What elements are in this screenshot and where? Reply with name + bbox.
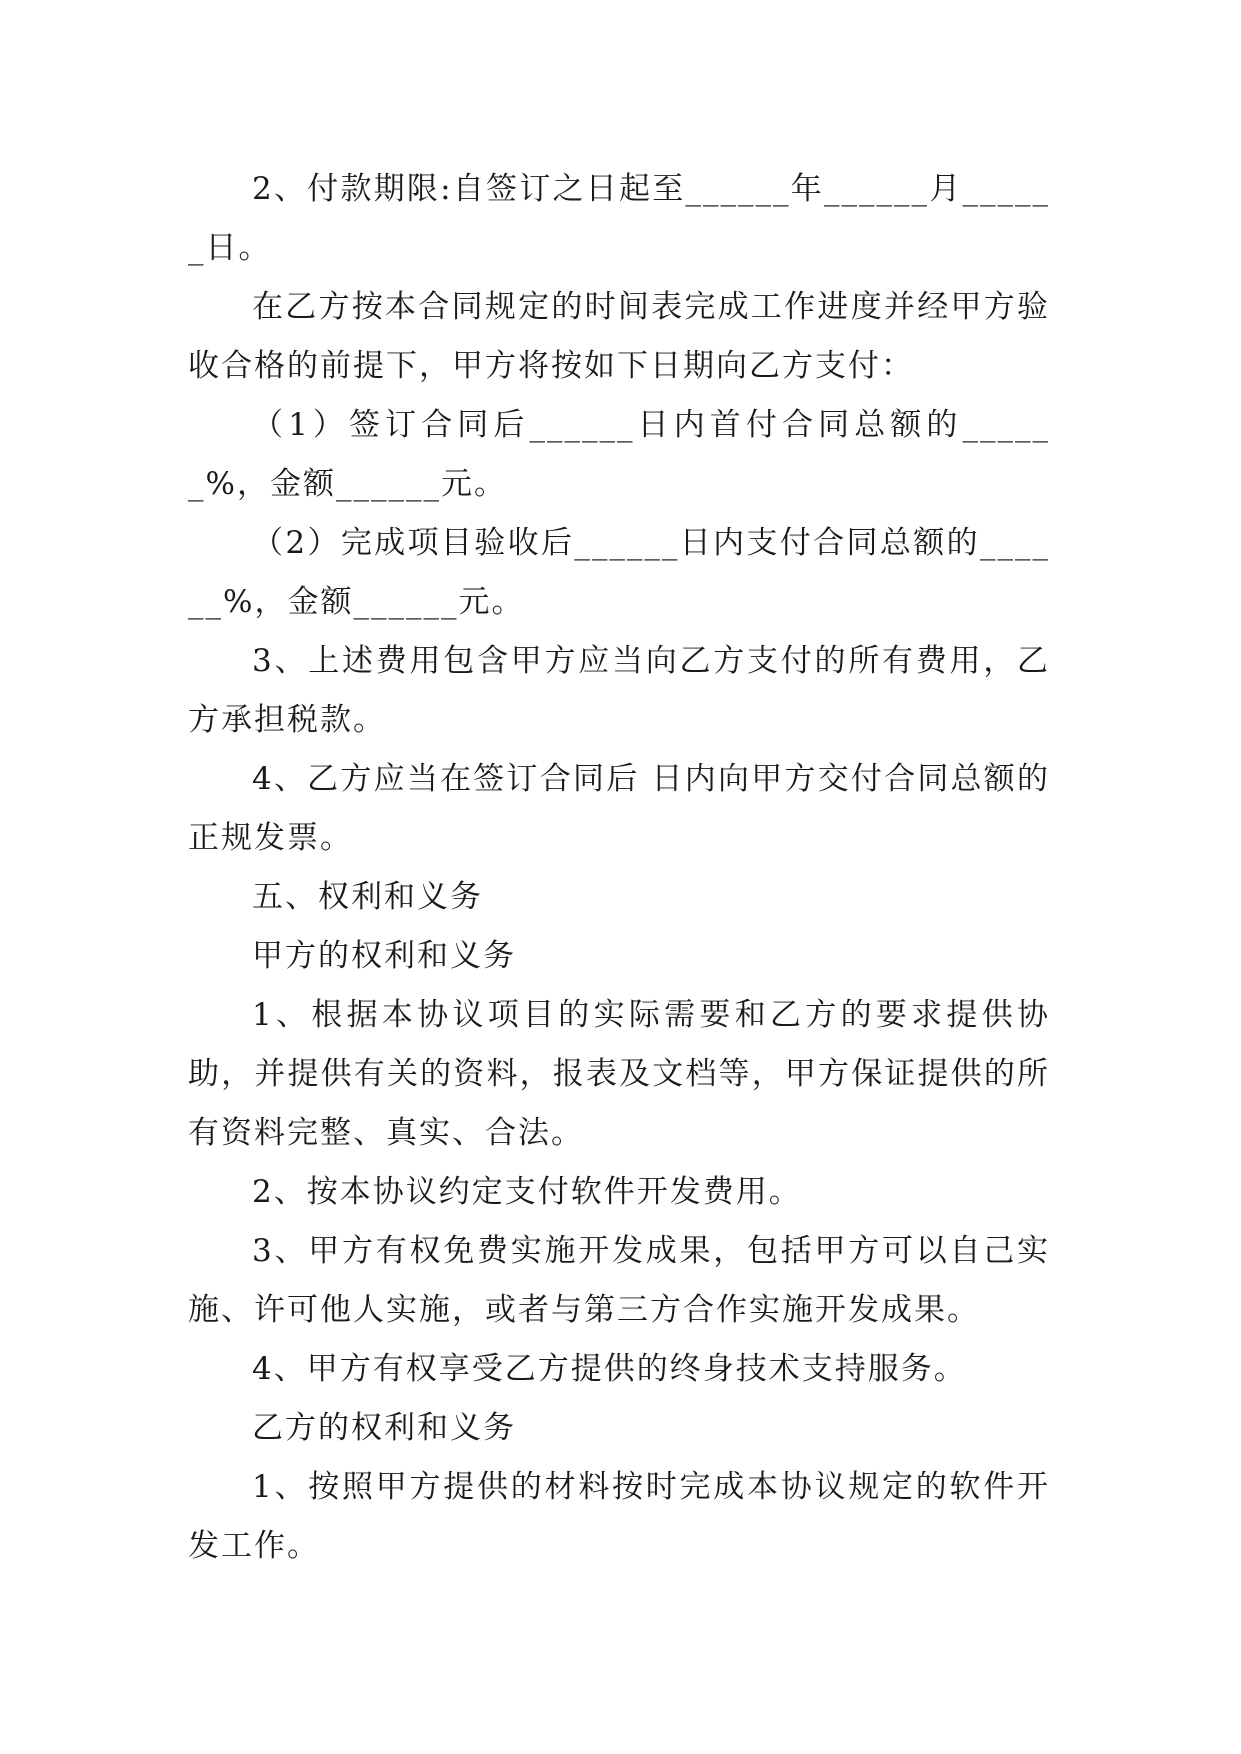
paragraph-payment-term: 2、付款期限:自签订之日起至______年______月______日。 [188, 171, 1050, 266]
section-heading-rights-obligations: 五、权利和义务 [252, 879, 483, 915]
paragraph-party-b-item-1: 1、按照甲方提供的材料按时完成本协议规定的软件开发工作。 [188, 1469, 1050, 1564]
paragraph-payment-schedule-intro: 在乙方按本合同规定的时间表完成工作进度并经甲方验收合格的前提下，甲方将按如下日期向乙方支付： [188, 289, 1050, 384]
paragraph-party-a-item-1: 1、根据本协议项目的实际需要和乙方的要求提供协助，并提供有关的资料，报表及文档等，甲方保证提供的所有资料完整、真实、合法。 [188, 997, 1050, 1151]
paragraph-party-a-item-2: 2、按本协议约定支付软件开发费用。 [252, 1174, 802, 1210]
paragraph-first-payment: （1）签订合同后______日内首付合同总额的______%，金额______元。 [188, 407, 1050, 502]
document-body [188, 160, 1050, 1576]
subheading-party-a: 甲方的权利和义务 [252, 938, 516, 974]
paragraph-fees-included: 3、上述费用包含甲方应当向乙方支付的所有费用，乙方承担税款。 [188, 643, 1050, 738]
paragraph-party-a-item-4: 4、甲方有权享受乙方提供的终身技术支持服务。 [252, 1351, 967, 1387]
paragraph-second-payment: （2）完成项目验收后______日内支付合同总额的______%，金额______元。 [188, 525, 1050, 620]
paragraph-invoice: 4、乙方应当在签订合同后 日内向甲方交付合同总额的正规发票。 [188, 761, 1050, 856]
paragraph-party-a-item-3: 3、甲方有权免费实施开发成果，包括甲方可以自己实施、许可他人实施，或者与第三方合作实施开发成果。 [188, 1233, 1050, 1328]
subheading-party-b: 乙方的权利和义务 [252, 1410, 516, 1446]
